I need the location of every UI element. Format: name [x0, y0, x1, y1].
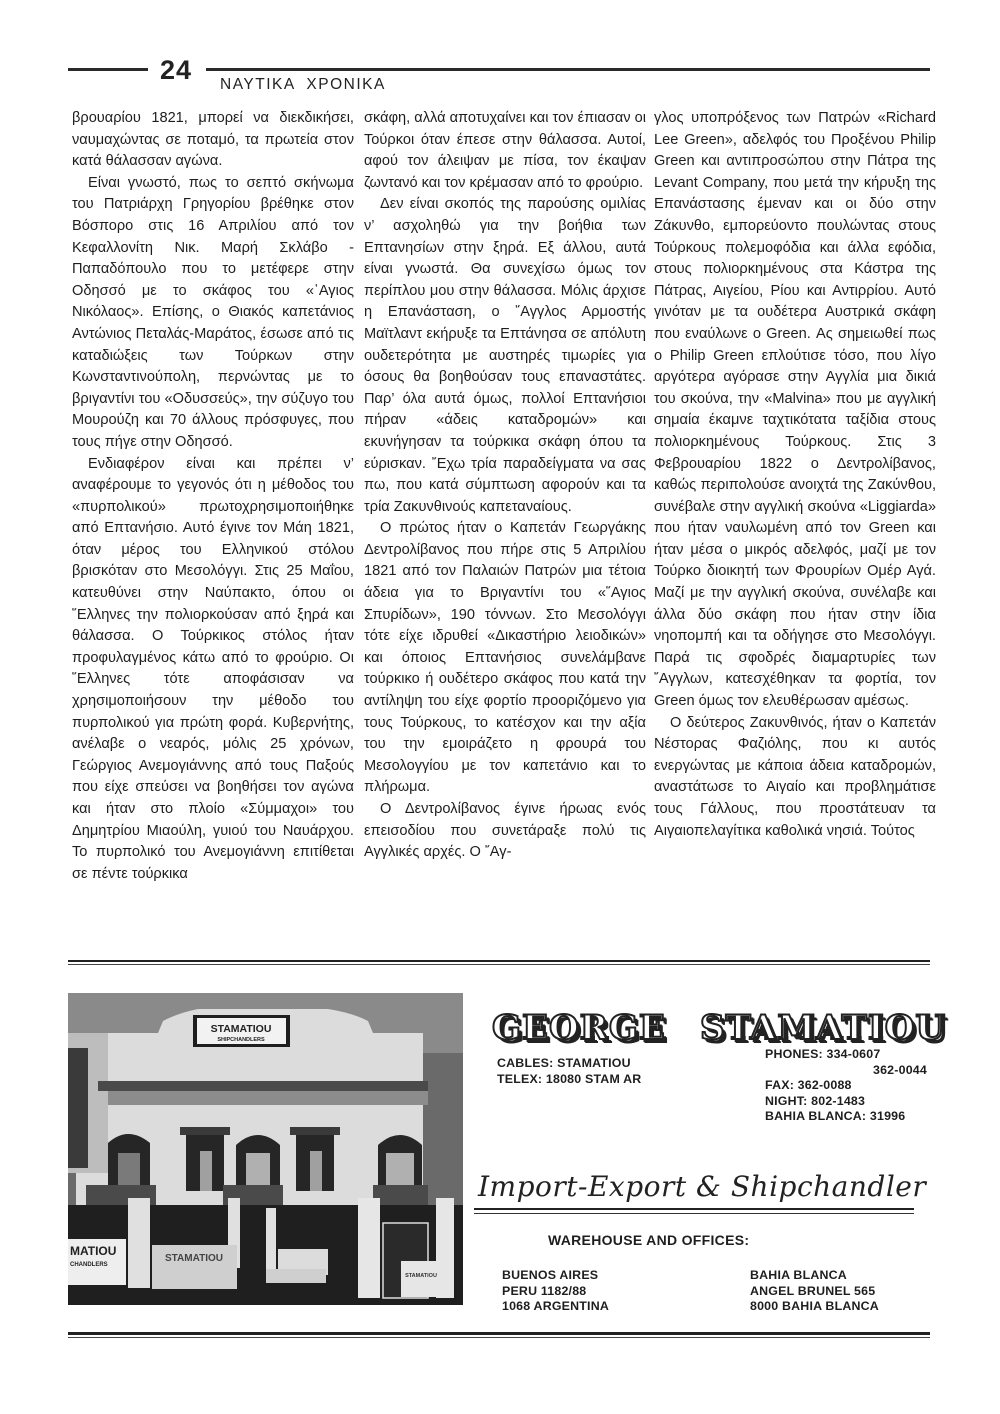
header-rule-left: [68, 68, 148, 71]
fax-text: FAX: 362-0088: [765, 1078, 852, 1092]
article-column-1: [72, 108, 354, 885]
night-text: NIGHT: 802-1483: [765, 1093, 866, 1108]
paragraph: Ο δεύτερος Ζακυνθινός, ήταν ο Καπετάν Νέστορας Φαζιόλης, που κι αυτός ενεργώντας με κάποια άδεια καταδρομών, αναστάτωσε το Αιγαίο και προβλημάτισε τους Γάλλους, που προστάτευαν τα Αιγαιοπελαγίτικα καθολικά νησιά. Τούτος: [654, 714, 936, 839]
storefront-photo: [68, 993, 463, 1305]
header-rule-right: [206, 68, 930, 71]
paragraph: Ο πρώτος ήταν ο Καπετάν Γεωργάκης Δεντρολίβανος που πήρε στις 5 Απριλίου 1821 από τον Παλαιών Πατρών μια τέτοια άδεια για το Βριγαντίνι του «῞Αγιος Σπυρίδων», 190 τόννων. Στο Μεσολόγγι τότε είχε ιδρυθεί «Δικαστήριο λειοδικών» και όποιος Επτανήσιος συνελάμβανε τούρκικο ή ουδέτερο σκάφος που κατά την αντίληψη του είχε φορτίο προοριζόμενο για τους Τούρκους, το κατέσχον και την αξία του την εμοιράζετο η φρουρά του Μεσολογγίου με τον καπετάνιο και το πλήρωμα.: [364, 520, 646, 796]
telex-text: TELEX: 18080 STAM AR: [497, 1071, 642, 1086]
magazine-title: ΝΑΥΤΙΚΑ ΧΡΟΝΙΚΑ: [220, 76, 386, 93]
phones-block: [765, 1047, 927, 1125]
paragraph: Ενδιαφέρον είναι και πρέπει ν’ αναφέρουμε το γεγονός ότι η μέθοδος του «πυρπολικού» πρωτοχρησιμοποιήθηκε από Επτανήσιο. Αυτό έγινε τον Μάη 1821, όταν μέρος του Ελληνικού στόλου βρισκόταν στο Μεσολόγγι. Στις 25 Μαΐου, κατευθύνει στην Ναύπακτο, όπου οι ῞Ελληνες την πολιορκούσαν από ξηρά και θάλασσα. Ο Τούρκικος στόλος ήταν προφυλαγμένος κάτω από το φρούριο. Οι ῞Ελληνες τότε αποφάσισαν να χρησιμοποιήσουν την μέθοδο του πυρπολικού για πρώτη φορά. Κυβερνήτης, ανέλαβε ο νεαρός, μόλις 25 χρόνων, Γεώργιος Ανεμογιάννης από τους Παξούς που είχε σπεύσει να βοηθήσει τον αγώνα και ήταν στο πλοίο «Σύμμαχοι» του Δημητρίου Μιαούλη, γυιού του Ναυάρχου. Το πυρπολικό του Ανεμογιάννη επιτίθεται σε πέντε τούρκικα: [72, 455, 354, 882]
paragraph: Είναι γνωστό, πως το σεπτό σκήνωμα του Πατριάρχη Γρηγορίου βρέθηκε στον Βόσπορο στις 16 Απριλίου από τον Κεφαλλονίτη Νικ. Μαρή Σκλάβο - Παπαδόπουλο που το μετέφερε στην Οδησσό με το σκάφος του «῾Αγιος Νικόλαος». Επίσης, ο Θιακός καπετάνιος Αντώνιος Πεταλάς-Μαράτος, έσωσε από τις καταδιώξεις των Τούρκων στην Κωνσταντινούπολη, περνώντας με το βριγαντίνι του «Οδυσσεύς», την σύζυγο του Μουρούζη και 70 άλλους πρόσφυγες, που τους πήγε στην Οδησσό.: [72, 174, 354, 450]
truck-right-text: STAMATIOU: [405, 1273, 437, 1279]
phones-second: 362-0044: [873, 1062, 927, 1077]
article-column-3: [654, 108, 936, 842]
truck-left-text: MATIOU: [70, 1244, 117, 1258]
ad-bottom-rule: [68, 1332, 930, 1335]
page-number: 24: [160, 55, 193, 85]
paragraph: Ο Δεντρολίβανος έγινε ήρωας ενός επεισοδίου που συνετάραξε πολύ τις Αγγλικές αρχές. Ο ῎Αγ-: [364, 801, 646, 861]
ad-top-rule: [68, 960, 930, 962]
sign-text-subtitle: SHIPCHANDLERS: [217, 1037, 265, 1043]
address-line: BAHIA BLANCA: [750, 1268, 847, 1282]
phones-text: PHONES: 334-0607: [765, 1047, 881, 1061]
address-line: BUENOS AIRES: [502, 1268, 599, 1282]
logo-stamatiou: STAMATIOU: [700, 1008, 947, 1048]
address-bahia-blanca: [750, 1268, 879, 1315]
logo-george: GEORGE: [492, 1008, 666, 1048]
ad-top-rule-thin: [68, 964, 930, 965]
sign-text-name: STAMATIOU: [210, 1023, 272, 1035]
paragraph: σκάφη, αλλά αποτυχαίνει και τον έπιασαν οι Τούρκοι όταν έπεσε στην θάλασσα. Αυτοί, αφού τον άλειψαν με πίσα, τον έκαψαν ζωντανό και τον κρέμασαν από το φρούριο.: [364, 110, 646, 191]
tagline-underline: [474, 1208, 914, 1210]
ad-bottom-rule-thin: [68, 1337, 930, 1338]
tagline-underline-thin: [474, 1213, 914, 1214]
article-column-2: [364, 108, 646, 864]
paragraph: Δεν είναι σκοπός της παρούσης ομιλίας ν’ ασχοληθώ για την βοήθια των Επτανησίων στην ξηρά. Εξ άλλου, αυτά είναι γνωστά. Θα συνεχίσω όμως τον περίπλου μου στην θάλασσα. Μόλις άρχισε η Επανάσταση, ο ῎Αγγλος Αρμοστής Μαϊτλαντ εκήρυξε τα Επτάνησα σε απόλυτη ουδετερότητα με αυστηρές τιμωρίες για όσους θα βοηθούσαν τους επαναστάτες. Παρ’ όλα αυτά όμως, πολλοί Επτανήσιοι πήραν «άδεις καταδρομών» και εκυνήγησαν τα τούρκικα σκάφη όπου τα εύρισκαν. ῎Εχω τρία παραδείγματα να σας πω, που κατά σύμπτωση αφορούν και τα τρία Ζακυνθινούς καπεταναίους.: [364, 196, 646, 515]
address-line: ANGEL BRUNEL 565: [750, 1283, 876, 1298]
paragraph: βρουαρίου 1821, μπορεί να διεκδικήσει, ναυμαχώντας σε ποταμό, τα πρωτεία στον κατά θάλασσαν αγώνα.: [72, 110, 354, 170]
truck-left-subtext: CHANDLERS: [70, 1262, 108, 1268]
cables-telex-block: [497, 1056, 641, 1087]
cables-text: CABLES: STAMATIOU: [497, 1056, 631, 1070]
truck-middle-text: STAMATIOU: [165, 1253, 223, 1264]
paragraph: γλος υποπρόξενος των Πατρών «Richard Lee Green», αδελφός του Προξένου Philip Green και αντιπροσώπου στην Πάτρα της Levant Company, που μετά την κήρυξη της Επανάστασης έμεναν και οι δύο στην Ζάκυνθο, εμπορεύοντο πουλώντας στους Τούρκους πολεμοφόδια και άλλα εφόδια, στους πολιορκημένους στα Κάστρα της Πάτρας, Αιγείου, Ρίου και Αντιρρίου. Αυτό γινόταν με τα ουδέτερα Αυστρικά σκάφη που εναύλωνε ο Green. Ας σημειωθεί πως ο Philip Green επλούτισε τόσο, που λίγο αργότερα αγόρασε στην Αγγλία μια δικιά του σκούνα, την «Malvina» που με αγγλική σημαία έκαμνε ταχτικότατα ταξίδια στους πολιορκημένους Τούρκους. Στις 3 Φεβρουαρίου 1822 ο Δεντρολίβανος, καθώς περιπολούσε ανοιχτά της Ζακύνθου, συνέβαλε στην αγγλική σκούνα «Liggiarda» που ήταν ναυλωμένη από τον Green και ήταν μέσα ο μικρός αδελφός, μαζί με τον Τούρκο διοικητή των Φρουρίων Ομέρ Αγά. Μαζί με την αγγλική σκούνα, συνέλαβε και άλλα δύο σκάφη που ήταν στην ίδια νηοπομπή και τα οδήγησε στο Μεσολόγγι. Παρά τις σφοδρές διαμαρτυρίες των ῎Αγγλων, κατεσχέθηκαν τα φορτία, τον Green όμως τον ελευθέρωσαν αμέσως.: [654, 110, 936, 710]
address-line: 1068 ARGENTINA: [502, 1299, 610, 1313]
address-line: PERU 1182/88: [502, 1283, 587, 1298]
warehouse-heading: WAREHOUSE AND OFFICES:: [548, 1232, 750, 1248]
address-buenos-aires: [502, 1268, 609, 1315]
bahia-phone-text: BAHIA BLANCA: 31996: [765, 1109, 906, 1123]
tagline-script: Import-Export & Shipchandler: [478, 1170, 927, 1203]
address-line: 8000 BAHIA BLANCA: [750, 1299, 879, 1313]
